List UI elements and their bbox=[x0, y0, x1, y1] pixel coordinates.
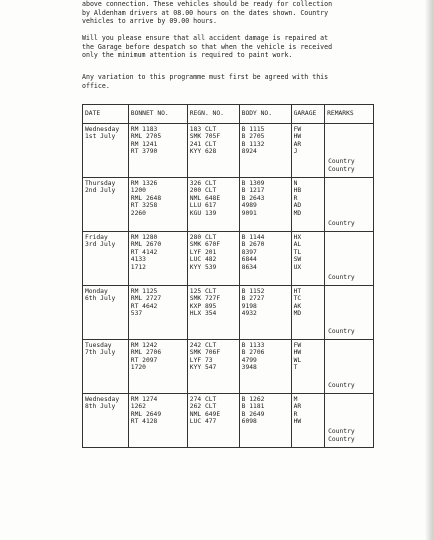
cell-line: MD bbox=[293, 310, 302, 318]
cell-line: 8924 bbox=[241, 148, 257, 156]
cell-line: UX bbox=[293, 263, 302, 271]
cell-line: 200 CLT bbox=[189, 187, 217, 195]
vehicle-despatch-schedule bbox=[82, 104, 374, 448]
cell-line: B 2706 bbox=[241, 349, 265, 357]
cell-line: Thursday bbox=[85, 180, 116, 187]
text-line: vehicles to arrive by 09.00 hours. bbox=[82, 17, 217, 26]
cell-line: 280 CLT bbox=[189, 234, 217, 241]
date-cell bbox=[83, 124, 129, 178]
cell-line: WL bbox=[293, 356, 302, 364]
table-row bbox=[83, 394, 374, 448]
cell-line: RT 3258 bbox=[130, 202, 158, 210]
body-no-cell bbox=[239, 178, 291, 232]
cell-line: 7th July bbox=[85, 349, 116, 357]
cell-line: N bbox=[293, 180, 298, 187]
text-line: office. bbox=[82, 81, 110, 90]
text-line: only the minimum attention is required to paint work. bbox=[82, 51, 293, 60]
cell-line: 1st July bbox=[85, 133, 116, 141]
remarks-cell bbox=[325, 124, 374, 178]
cell-line: FW bbox=[293, 126, 302, 133]
regn-no-cell bbox=[187, 232, 239, 286]
cell-line: SMK 670F bbox=[189, 241, 221, 249]
cell-line: 4932 bbox=[241, 310, 257, 318]
cell-line: AK bbox=[293, 302, 302, 310]
cell-line: RM 1326 bbox=[130, 180, 158, 187]
cell-line: Wednesday bbox=[85, 396, 120, 403]
text-line: above connection. These vehicles should be ready for collection bbox=[82, 0, 333, 8]
bonnet-no-cell bbox=[128, 340, 187, 394]
cell-line: B 1152 bbox=[241, 288, 265, 295]
cell-line: 8th July bbox=[85, 403, 116, 411]
bonnet-no-cell bbox=[128, 286, 187, 340]
cell-line: 6098 bbox=[241, 418, 257, 426]
cell-line: NML 648E bbox=[189, 194, 221, 202]
date-cell bbox=[83, 286, 129, 340]
garage-cell bbox=[291, 178, 325, 232]
cell-line: LLU 617 bbox=[189, 202, 217, 210]
cell-line: HW bbox=[293, 418, 302, 426]
remark-text: Country bbox=[328, 273, 355, 281]
cell-line: RT 4128 bbox=[130, 418, 158, 426]
remark-text: Country bbox=[328, 327, 355, 335]
cell-line: 6th July bbox=[85, 295, 116, 303]
cell-line: AR bbox=[293, 403, 302, 411]
cell-line: 326 CLT bbox=[189, 180, 217, 187]
cell-line: RM 1274 bbox=[130, 396, 158, 403]
cell-line: LUC 477 bbox=[189, 418, 217, 426]
text-line: the Garage before despatch so that when the vehicle is received bbox=[82, 42, 333, 51]
cell-line: HW bbox=[293, 349, 302, 357]
cell-line: SMK 706F bbox=[189, 349, 221, 357]
header-garage: GARAGE bbox=[291, 105, 325, 124]
table-row bbox=[83, 232, 374, 286]
cell-line: RML 2670 bbox=[130, 241, 162, 249]
cell-line: B 1144 bbox=[241, 234, 265, 241]
cell-line: Friday bbox=[85, 234, 108, 241]
cell-line: RML 2648 bbox=[130, 194, 162, 202]
cell-line: B 1181 bbox=[241, 403, 265, 411]
regn-no-cell bbox=[187, 178, 239, 232]
garage-cell bbox=[291, 340, 325, 394]
cell-line: FW bbox=[293, 342, 302, 349]
date-cell bbox=[83, 232, 129, 286]
cell-line: 9198 bbox=[241, 302, 257, 310]
table-row bbox=[83, 124, 374, 178]
regn-no-cell bbox=[187, 286, 239, 340]
table-body bbox=[83, 124, 374, 448]
cell-line: 4133 bbox=[130, 256, 146, 264]
body-no-cell bbox=[239, 286, 291, 340]
cell-line: B 2649 bbox=[241, 410, 265, 418]
cell-line: TC bbox=[293, 295, 302, 303]
cell-line: Monday bbox=[85, 288, 108, 295]
cell-line: 241 CLT bbox=[189, 140, 217, 148]
header-regn-no: REGN. NO. bbox=[187, 105, 239, 124]
cell-line: B 2670 bbox=[241, 241, 265, 249]
remarks-cell bbox=[325, 340, 374, 394]
remarks-cell bbox=[325, 178, 374, 232]
remarks-cell bbox=[325, 232, 374, 286]
cell-line: 242 CLT bbox=[189, 342, 217, 349]
date-cell bbox=[83, 178, 129, 232]
date-cell bbox=[83, 394, 129, 448]
cell-line: RM 1241 bbox=[130, 140, 158, 148]
bonnet-no-cell bbox=[128, 178, 187, 232]
page-edge-shadow bbox=[425, 0, 433, 540]
cell-line: 3948 bbox=[241, 364, 257, 372]
text-line: Will you please ensure that all accident damage is repaired at bbox=[82, 34, 329, 42]
cell-line: 4989 bbox=[241, 202, 257, 210]
cell-line: RM 1280 bbox=[130, 234, 158, 241]
header-date: DATE bbox=[83, 105, 129, 124]
cell-line: KYY 628 bbox=[189, 148, 217, 156]
bonnet-no-cell bbox=[128, 232, 187, 286]
cell-line: 4799 bbox=[241, 356, 257, 364]
cell-line: LUC 482 bbox=[189, 256, 217, 264]
remark-text: Country bbox=[328, 435, 355, 443]
cell-line: LYF 73 bbox=[189, 356, 213, 364]
remark-text: Country bbox=[328, 158, 355, 166]
remark-text: Country bbox=[328, 219, 355, 227]
table-row bbox=[83, 340, 374, 394]
cell-line: 2260 bbox=[130, 209, 146, 217]
garage-cell bbox=[291, 232, 325, 286]
cell-line: HB bbox=[293, 187, 302, 195]
body-no-cell bbox=[239, 124, 291, 178]
table-row bbox=[83, 286, 374, 340]
cell-line: RML 2706 bbox=[130, 349, 162, 357]
cell-line: HLX 354 bbox=[189, 310, 217, 318]
cell-line: LYF 201 bbox=[189, 248, 217, 256]
cell-line: Tuesday bbox=[85, 342, 112, 349]
header-bonnet-no: BONNET NO. bbox=[128, 105, 187, 124]
cell-line: M bbox=[293, 396, 298, 403]
remark-text: Country bbox=[328, 428, 355, 436]
cell-line: AR bbox=[293, 140, 302, 148]
cell-line: RML 2727 bbox=[130, 295, 162, 303]
cell-line: 8397 bbox=[241, 248, 257, 256]
text-line: Any variation to this programme must first be agreed with this bbox=[82, 73, 329, 81]
cell-line: RT 3790 bbox=[130, 148, 158, 156]
cell-line: RT 4142 bbox=[130, 248, 158, 256]
remarks-cell bbox=[325, 286, 374, 340]
regn-no-cell bbox=[187, 124, 239, 178]
cell-line: KYY 539 bbox=[189, 263, 217, 271]
cell-line: 2nd July bbox=[85, 187, 116, 195]
bonnet-no-cell bbox=[128, 124, 187, 178]
header-body-no: BODY NO. bbox=[239, 105, 291, 124]
regn-no-cell bbox=[187, 394, 239, 448]
cell-line: TL bbox=[293, 248, 302, 256]
variation-notice bbox=[82, 73, 422, 90]
table-header-row bbox=[83, 105, 374, 124]
body-no-cell bbox=[239, 394, 291, 448]
cell-line: 1262 bbox=[130, 403, 146, 411]
cell-line: B 1115 bbox=[241, 126, 265, 133]
cell-line: B 1132 bbox=[241, 140, 265, 148]
cell-line: HW bbox=[293, 133, 302, 141]
cell-line: SW bbox=[293, 256, 302, 264]
cell-line: SMK 727F bbox=[189, 295, 221, 303]
cell-line: 183 CLT bbox=[189, 126, 217, 133]
cell-line: NML 649E bbox=[189, 410, 221, 418]
cell-line: 1720 bbox=[130, 364, 146, 372]
cell-line: B 1133 bbox=[241, 342, 265, 349]
cell-line: B 2705 bbox=[241, 133, 265, 141]
cell-line: 9091 bbox=[241, 209, 257, 217]
cell-line: 8634 bbox=[241, 263, 257, 271]
cell-line: KGU 139 bbox=[189, 209, 217, 217]
cell-line: 3rd July bbox=[85, 241, 116, 249]
cell-line: B 1309 bbox=[241, 180, 265, 187]
cell-line: RML 2649 bbox=[130, 410, 162, 418]
collection-instructions bbox=[82, 0, 422, 26]
cell-line: SMK 705F bbox=[189, 133, 221, 141]
cell-line: 274 CLT bbox=[189, 396, 217, 403]
cell-line: J bbox=[293, 148, 298, 156]
cell-line: 262 CLT bbox=[189, 403, 217, 411]
garage-cell bbox=[291, 286, 325, 340]
cell-line: 125 CLT bbox=[189, 288, 217, 295]
text-line: by Aldenham drivers at 08.00 hours on the dates shown. Country bbox=[82, 8, 329, 17]
table-row bbox=[83, 178, 374, 232]
cell-line: B 1262 bbox=[241, 396, 265, 403]
cell-line: RT 4642 bbox=[130, 302, 158, 310]
cell-line: HX bbox=[293, 234, 302, 241]
garage-cell bbox=[291, 394, 325, 448]
cell-line: R bbox=[293, 410, 298, 418]
body-no-cell bbox=[239, 232, 291, 286]
cell-line: 537 bbox=[130, 310, 143, 318]
cell-line: RT 2097 bbox=[130, 356, 158, 364]
cell-line: RM 1125 bbox=[130, 288, 158, 295]
cell-line: KYY 547 bbox=[189, 364, 217, 372]
regn-no-cell bbox=[187, 340, 239, 394]
cell-line: RML 2705 bbox=[130, 133, 162, 141]
cell-line: 6844 bbox=[241, 256, 257, 264]
cell-line: RM 1242 bbox=[130, 342, 158, 349]
cell-line: 1712 bbox=[130, 263, 146, 271]
remark-text: Country bbox=[328, 381, 355, 389]
cell-line: B 2727 bbox=[241, 295, 265, 303]
bonnet-no-cell bbox=[128, 394, 187, 448]
cell-line: Wednesday bbox=[85, 126, 120, 133]
cell-line: B 2643 bbox=[241, 194, 265, 202]
remark-text: Country bbox=[328, 165, 355, 173]
date-cell bbox=[83, 340, 129, 394]
accident-damage-instructions bbox=[82, 34, 422, 60]
body-no-cell bbox=[239, 340, 291, 394]
cell-line: AL bbox=[293, 241, 302, 249]
header-remarks: REMARKS bbox=[325, 105, 374, 124]
cell-line: 1200 bbox=[130, 187, 146, 195]
cell-line: T bbox=[293, 364, 298, 372]
cell-line: AD bbox=[293, 202, 302, 210]
cell-line: HT bbox=[293, 288, 302, 295]
remarks-cell bbox=[325, 394, 374, 448]
cell-line: R bbox=[293, 194, 298, 202]
cell-line: RM 1183 bbox=[130, 126, 158, 133]
cell-line: B 1217 bbox=[241, 187, 265, 195]
garage-cell bbox=[291, 124, 325, 178]
cell-line: KXP 895 bbox=[189, 302, 217, 310]
cell-line: MD bbox=[293, 209, 302, 217]
